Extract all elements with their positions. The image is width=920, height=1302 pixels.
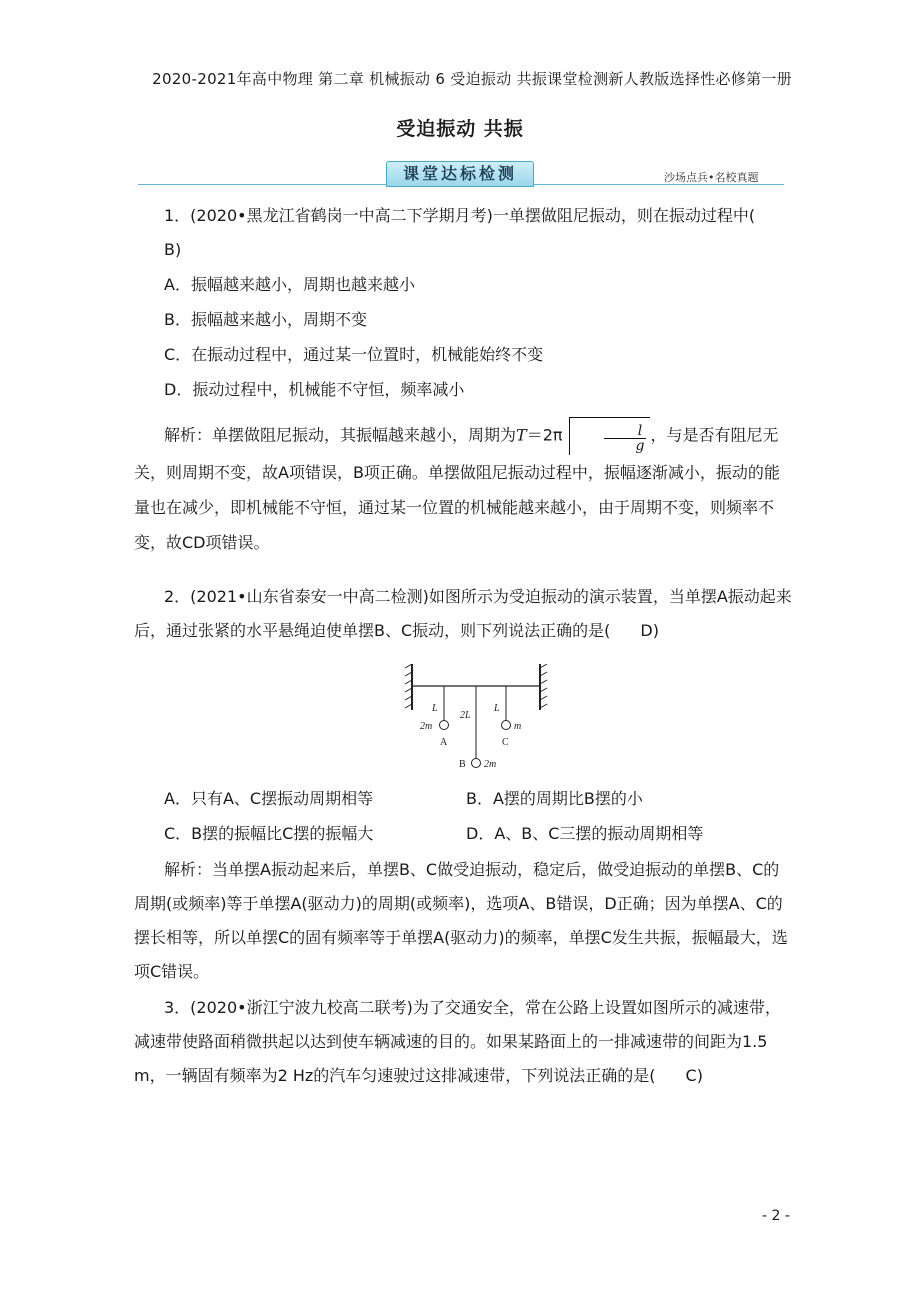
formula-denominator: g bbox=[635, 438, 645, 454]
question-2-options bbox=[134, 781, 794, 989]
formula-sqrt bbox=[569, 417, 651, 455]
formula-numerator: l bbox=[604, 424, 647, 439]
label-name-b: B bbox=[459, 759, 466, 770]
question-1-option-c: C．在振动过程中，通过某一位置时，机械能始终不变 bbox=[164, 345, 544, 364]
question-2-options-row-2 bbox=[134, 816, 794, 851]
pendulum-c-bob bbox=[502, 721, 511, 730]
question-3 bbox=[134, 991, 794, 1093]
label-name-c: C bbox=[502, 737, 509, 748]
question-1-answer: B bbox=[164, 240, 175, 259]
question-2-close: ) bbox=[652, 621, 659, 640]
label-length-c: L bbox=[494, 703, 500, 714]
label-name-a: A bbox=[440, 737, 448, 748]
label-length-b: 2L bbox=[460, 710, 471, 721]
formula-fraction bbox=[604, 424, 647, 453]
question-1-analysis bbox=[134, 417, 794, 560]
left-wall bbox=[405, 664, 412, 710]
label-length-a: L bbox=[432, 703, 438, 714]
question-1-option-d: D．振动过程中，机械能不守恒，频率减小 bbox=[164, 380, 465, 399]
question-1-text: 1．(2020•黑龙江省鹤岗一中高二下学期月考)一单摆做阻尼振动，则在振动过程中( bbox=[164, 206, 756, 225]
label-mass-a: 2m bbox=[420, 721, 433, 732]
question-2-option-d: D．A、B、C三摆的振动周期相等 bbox=[466, 824, 704, 843]
pendulum-b-bob bbox=[472, 759, 481, 768]
document-header: 2020-2021年高中物理 第二章 机械振动 6 受迫振动 共振课堂检测新人教版选择性必修第一册 bbox=[152, 70, 792, 88]
question-1 bbox=[134, 199, 794, 560]
question-3-stem bbox=[134, 991, 794, 1093]
analysis-text-continued: ，与是否有阻尼无关，则周期不变，故A项错误，B项正确。单摆做阻尼振动过程中，振幅逐渐减小，振动的能量也在减少，即机械能不守恒，通过某一位置的机械能越来越小，由于周期不变，则频率不变，故CD项错误。 bbox=[134, 425, 780, 552]
question-2-stem bbox=[134, 580, 794, 648]
question-2-options-row-1 bbox=[134, 781, 794, 816]
section-banner-caption: 沙场点兵•名校真题 bbox=[664, 171, 759, 184]
question-3-text: 3．(2020•浙江宁波九校高二联考)为了交通安全，常在公路上设置如图所示的减速带，减速带使路面稍微拱起以达到使车辆减速的目的。如果某路面上的一排减速带的间距为1.5 m，一辆固有频率为2 Hz的汽车匀速驶过这排减速带，下列说法正确的是( bbox=[134, 998, 781, 1085]
question-1-stem bbox=[134, 199, 794, 267]
pendulum-figure bbox=[404, 664, 550, 774]
formula-equals: ＝2π bbox=[526, 425, 563, 445]
question-2-analysis: 解析：当单摆A振动起来后，单摆B、C做受迫振动，稳定后，做受迫振动的单摆B、C的周期(或频率)等于单摆A(驱动力)的周期(或频率)，选项A、B错误，D正确；因为单摆A、C的摆长相等，所以单摆C的固有频率等于单摆A(驱动力)的频率，单摆C发生共振，振幅最大，选项C错误。 bbox=[134, 860, 788, 981]
question-2-text: 2．(2021•山东省泰安一中高二检测)如图所示为受迫振动的演示装置，当单摆A振动起来后，通过张紧的水平悬绳迫使单摆B、C振动，则下列说法正确的是( bbox=[134, 587, 792, 640]
question-2-answer: D bbox=[640, 621, 653, 640]
question-1-option-a: A．振幅越来越小，周期也越来越小 bbox=[164, 275, 415, 294]
label-mass-b: 2m bbox=[484, 759, 497, 770]
question-2 bbox=[134, 580, 794, 648]
formula-period: T bbox=[516, 425, 527, 445]
analysis-text: 解析：单摆做阻尼振动，其振幅越来越小，周期为 bbox=[164, 425, 517, 445]
section-banner: 课堂达标检测 bbox=[386, 161, 534, 187]
page-title: 受迫振动 共振 bbox=[396, 118, 524, 140]
question-2-option-c: C．B摆的振幅比C摆的振幅大 bbox=[164, 824, 374, 843]
question-1-option-b: B．振幅越来越小，周期不变 bbox=[164, 310, 367, 329]
question-1-close: ) bbox=[174, 240, 182, 259]
question-3-answer: C bbox=[685, 1066, 697, 1085]
question-2-option-a: A．只有A、C摆振动周期相等 bbox=[164, 789, 374, 808]
right-wall bbox=[540, 664, 547, 710]
page-number: - 2 - bbox=[762, 1208, 790, 1224]
label-mass-c: m bbox=[514, 721, 522, 732]
question-3-close: ) bbox=[696, 1066, 703, 1085]
pendulum-a-bob bbox=[440, 721, 449, 730]
question-2-option-b: B．A摆的周期比B摆的小 bbox=[466, 789, 643, 808]
